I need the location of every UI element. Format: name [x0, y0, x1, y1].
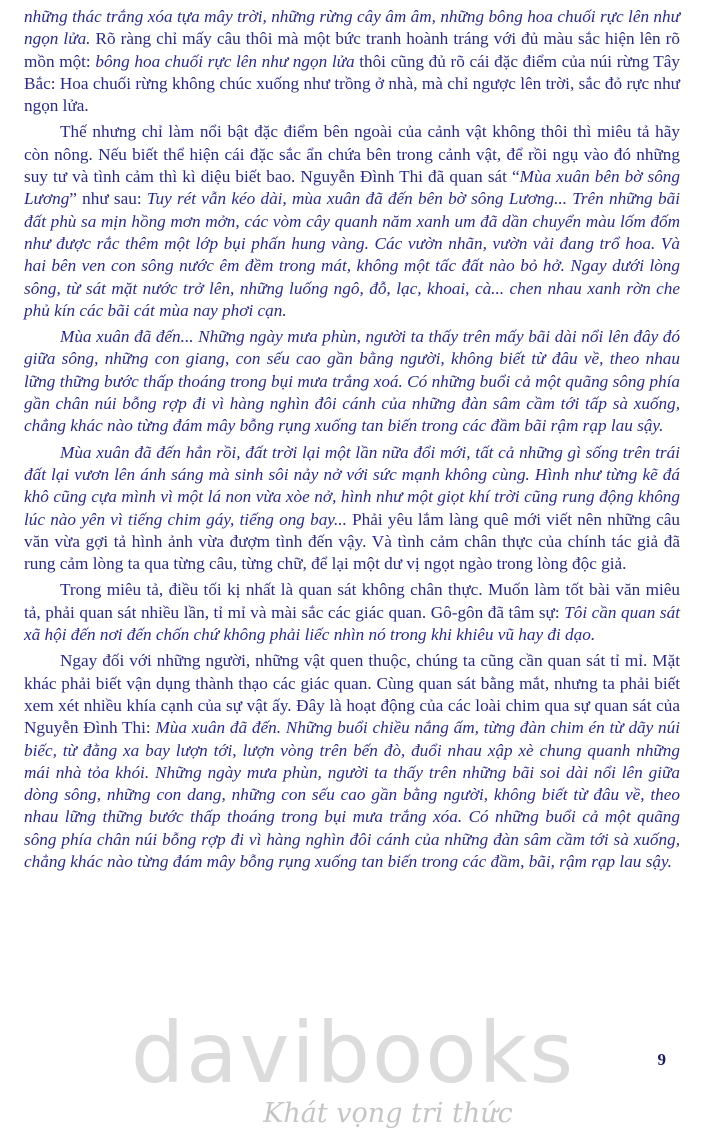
italic-run: Mùa xuân đã đến... Những ngày mưa phùn, người ta thấy trên mấy bãi dài nổi lên đây đó giữa sông, những con giang, con sếu cao gần bằng người, không biết từ đâu về, theo nhau lững thững bước thấp thoáng trong bụi mưa trắng xoá. Có những buổi cả một quãng sông phía gần chân núi bỗng rợp đi vì hàng nghìn đôi cánh của những đàn sâm cầm tới tấp sà xuống, chẳng khác nào từng đám mây bỗng rụng xuống tan biến trong các đầm bãi rậm rạp lau sậy.	[24, 327, 680, 436]
watermark-tagline: Khát vọng tri thức	[263, 1098, 513, 1129]
paragraph-4	[24, 442, 680, 576]
text-run: thôi cũng đủ rõ cái đặc điểm của núi rừng Tây Bắc: Hoa chuối rừng không chúc xuống như trồng ở nhà, mà chỉ ngược lên trời, sắc đỏ rực như ngọn lửa.	[24, 51, 680, 116]
page-number: 9	[657, 1050, 666, 1069]
text-run: Ngay đối với những người, những vật quen thuộc, chúng ta cũng cần quan sát tỉ mỉ. Mặt khác phải biết vận dụng thành thạo các giác quan. Cùng quan sát bằng mắt, nhưng ta phải biết xem xét nhiều khía cạnh của sự vật ấy. Đây là hoạt động của các loài chim qua sự quan sát của Nguyễn Đình Thi:	[24, 651, 680, 738]
watermark-brand: davibooks	[130, 1004, 576, 1102]
paragraph-3	[24, 326, 680, 437]
text-run: Thế nhưng chỉ làm nổi bật đặc điểm bên ngoài của cảnh vật không thôi thì miêu tả hãy còn nông. Nếu biết thể hiện cái đặc sắc ẩn chứa bên trong cảnh vật, để rồi ngụ vào đó những suy tư và tình cảm thì kì diệu biết bao. Nguyễn Đình Thi đã quan sát “	[24, 122, 680, 187]
italic-run: Tôi cần quan sát xã hội đến nơi đến chốn chứ không phải liếc nhìn nó trong khi khiêu vũ hay đi dạo.	[24, 602, 680, 645]
italic-run: Mùa xuân bên bờ sông Lương	[24, 167, 680, 209]
paragraph-5	[24, 579, 680, 646]
text-run: Trong miêu tả, điều tối kị nhất là quan sát không chân thực. Muốn làm tốt bài văn miêu tả, phải quan sát nhiều lần, tỉ mỉ và mài sắc các giác quan. Gô-gôn đã tâm sự:	[24, 580, 680, 622]
text-run: Phải yêu lắm làng quê mới viết nên những câu văn vừa gợi tả hình ảnh vừa đượm tình đến vậy. Và tình cảm chân thực của chính tác giả đã rung cảm lòng ta qua từng câu, từng chữ, để lại một dư vị ngọt ngào trong lòng độc giả.	[24, 509, 680, 574]
text-run: Rõ ràng chỉ mấy câu thôi mà một bức tranh hoành tráng với đủ màu sắc hiện lên rõ mồn một:	[24, 29, 680, 71]
paragraph-6	[24, 650, 680, 873]
page-text	[24, 6, 680, 873]
text-run: ” như sau:	[69, 189, 147, 209]
italic-run: Tuy rét vẫn kéo dài, mùa xuân đã đến bên bờ sông Lương... Trên những bãi đất phù sa mịn hồng mơn mởn, các vòm cây quanh năm xanh um đã dần chuyển màu lốm đốm như được rắc thêm một lớp bụi phấn hung vàng. Các vườn nhãn, vườn vải đang trổ hoa. Và hai bên ven con sông nước êm đềm trong mát, không một tấc đất nào bỏ hở. Ngay dưới lòng sông, từ sát mặt nước trở lên, những luống ngô, đỗ, lạc, khoai, cà... chen nhau xanh rờn che phủ kín các bãi cát mùa nay phơi cạn.	[24, 189, 680, 320]
italic-run: bông hoa chuối rực lên như ngọn lửa	[95, 51, 355, 71]
italic-run: Mùa xuân đã đến hẳn rồi, đất trời lại một lần nữa đổi mới, tất cả những gì sống trên trái đất lại vươn lên ánh sáng mà sinh sôi nảy nở với sức mạnh không cùng. Hình như từng kẽ đá khô cũng cựa mình vì một lá non vừa xòe nở, hình như một giọt khí trời cũng rung động không lúc nào yên vì tiếng chim gáy, tiếng ong bay...	[24, 442, 680, 529]
italic-run: Mùa xuân đã đến. Những buổi chiều nắng ấm, từng đàn chim én từ dãy núi biếc, từ đằng xa bay lượn tới, lượn vòng trên bến đò, đuổi nhau xập xè chung quanh những mái nhà tỏa khói. Những ngày mưa phùn, người ta thấy trên những bãi soi dài nổi lên giữa dòng sông, những con dang, những con sếu cao gần bằng người, không biết từ đâu về, theo nhau lững thững bước thấp thoáng trong bụi mưa trắng xóa. Có những buổi cả một quãng sông phía chân núi bỗng rợp đi vì hàng nghìn đôi cánh của những đàn sâm cầm tới sà xuống, chẳng khác nào từng đám mây bỗng rụng xuống tan biến trong các đầm, bãi, rậm rạp lau sậy.	[24, 718, 681, 871]
paragraph-1	[24, 6, 680, 117]
italic-run: những thác trắng xóa tựa mây trời, những rừng cây âm âm, những bông hoa chuối rực lên như ngọn lửa.	[24, 7, 680, 49]
paragraph-2	[24, 121, 680, 322]
